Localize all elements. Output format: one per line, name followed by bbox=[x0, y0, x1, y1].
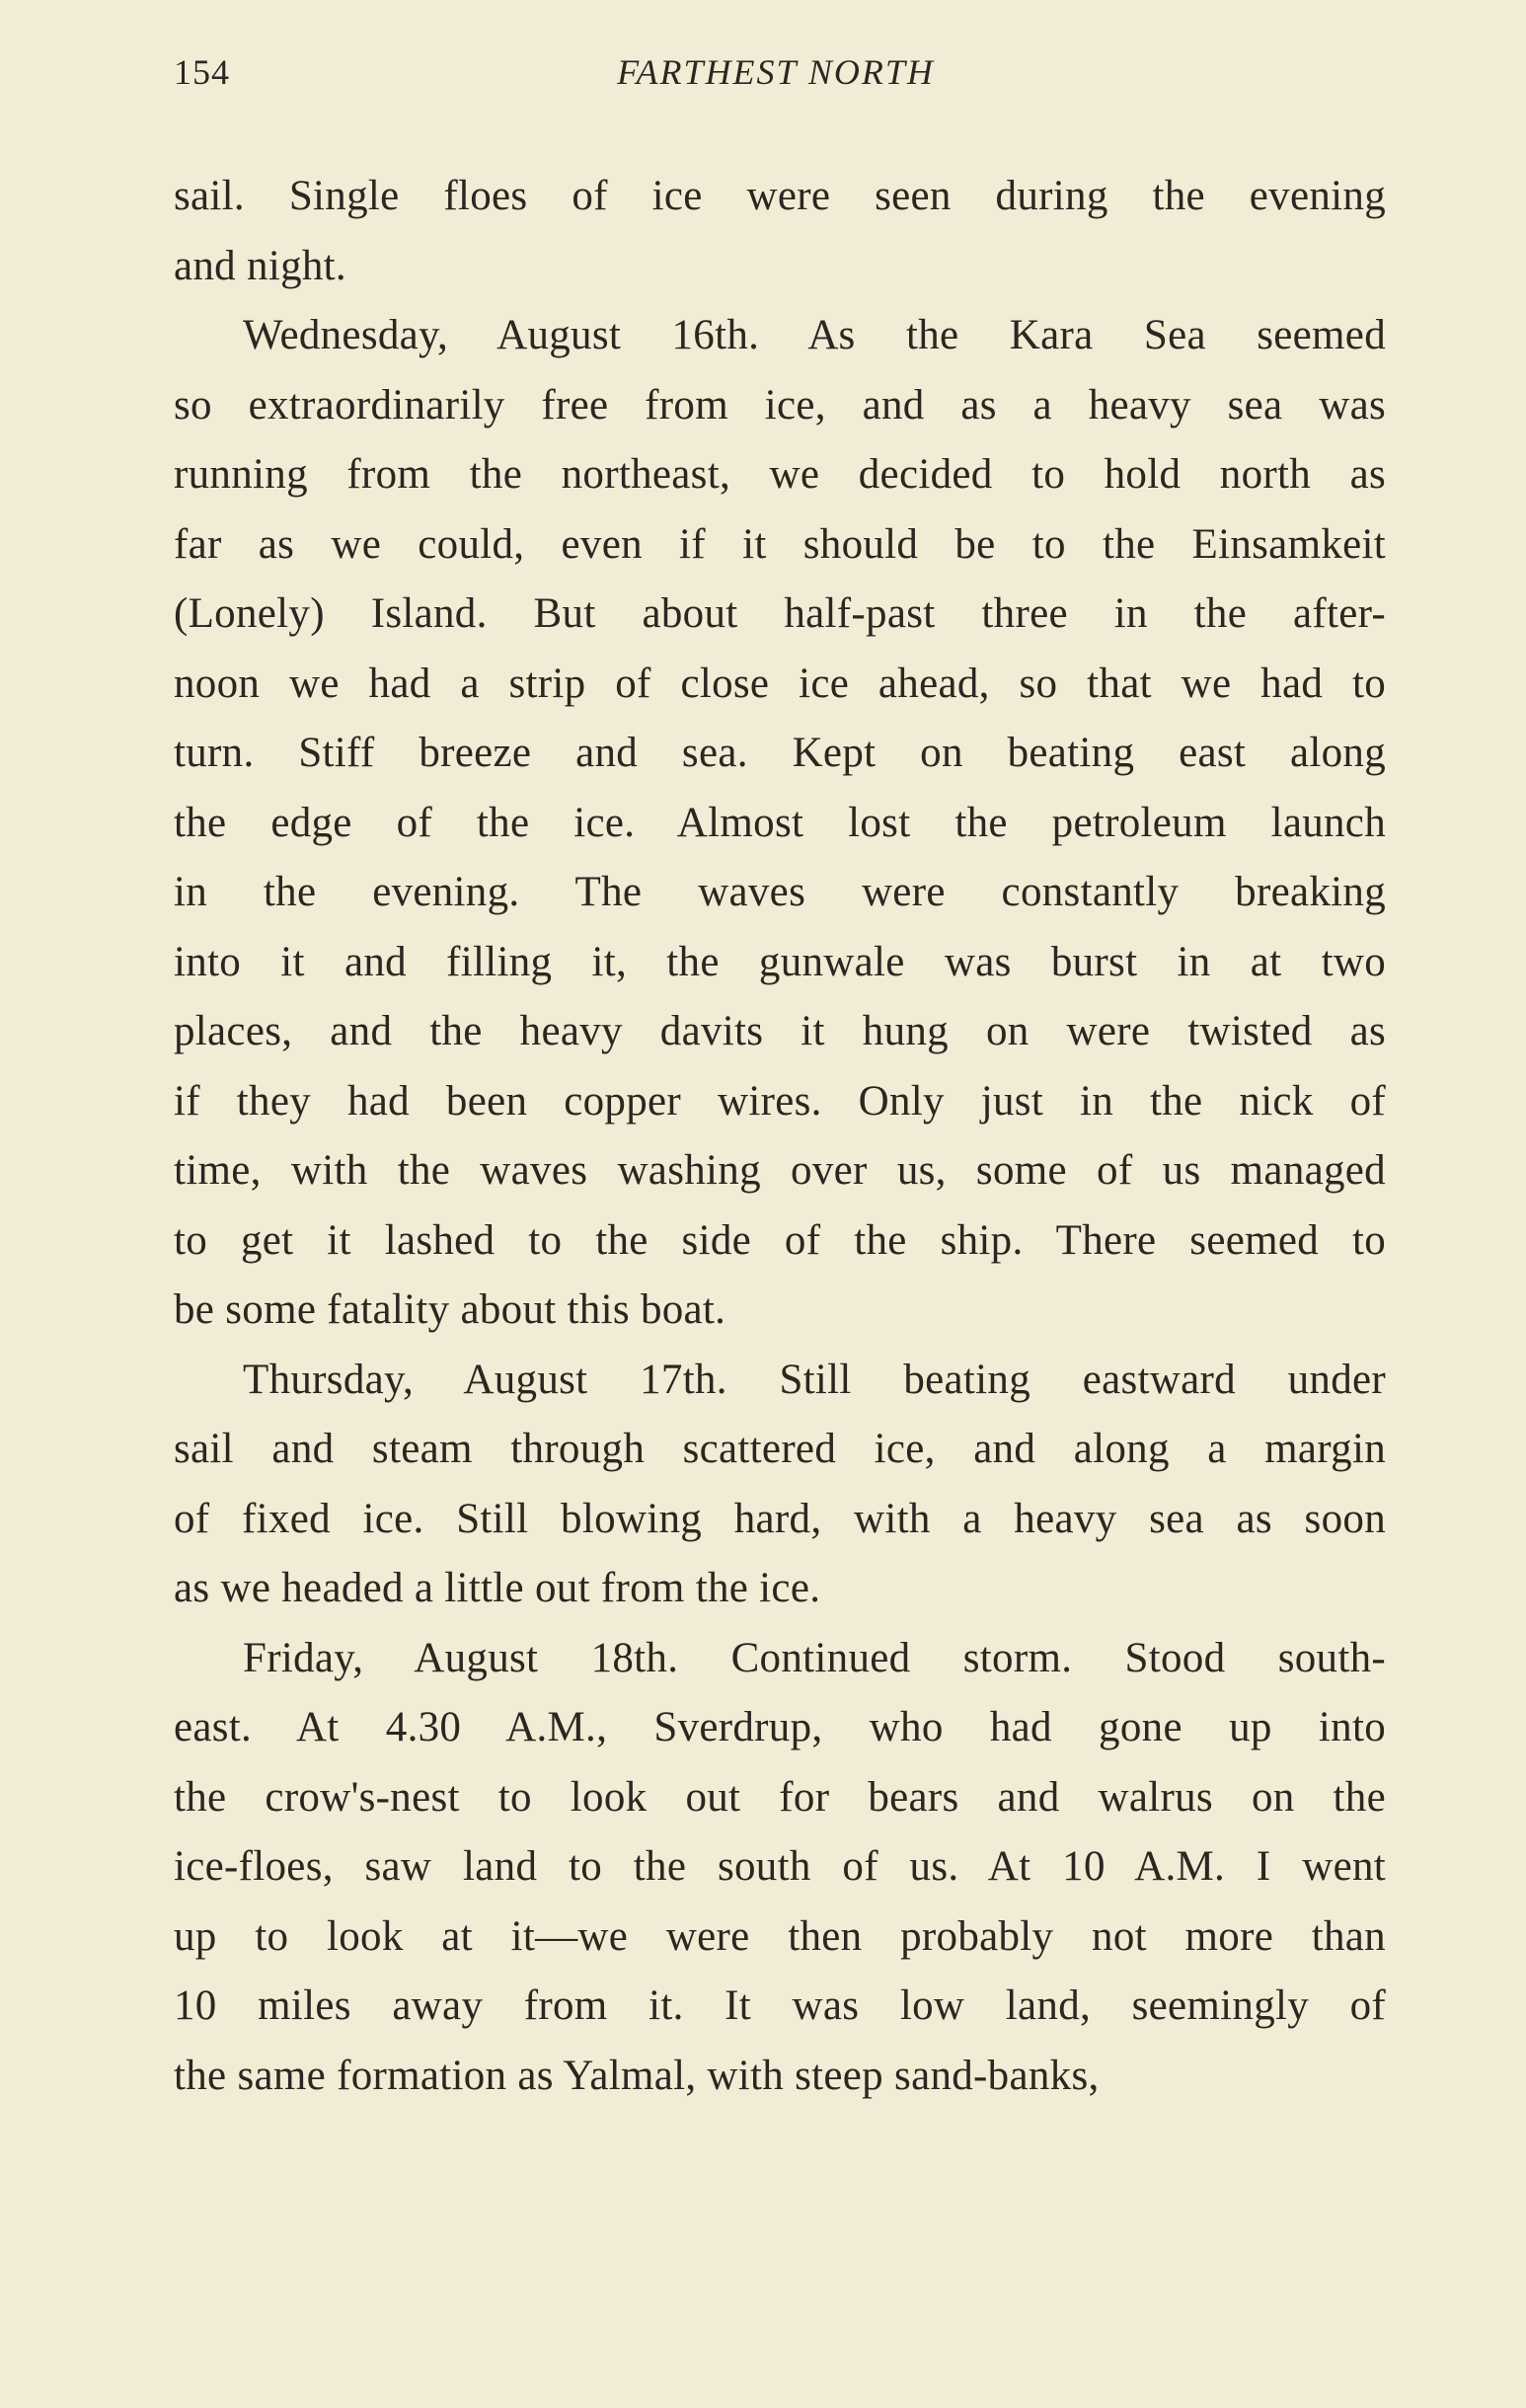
text-line: far as we could, even if it should be to the Einsamkeit bbox=[174, 520, 1386, 568]
text-line: sail. Single floes of ice were seen during the evening bbox=[174, 173, 1386, 219]
page-number: 154 bbox=[174, 52, 230, 92]
text-line: and night. bbox=[174, 242, 346, 289]
text-line: sail and steam through scattered ice, and along a margin bbox=[174, 1426, 1386, 1472]
text-line: in the evening. The waves were constantly breaking bbox=[174, 869, 1386, 915]
text-line: (Lonely) Island. But about half-past three in the after- bbox=[174, 590, 1386, 637]
text-line: of fixed ice. Still blowing hard, with a heavy sea as soon bbox=[174, 1495, 1386, 1542]
running-head bbox=[174, 51, 1398, 111]
paragraph bbox=[174, 162, 1386, 301]
text-line: Friday, August 18th. Continued storm. Stood south- bbox=[243, 1634, 1386, 1681]
text-line: Thursday, August 17th. Still beating eastward under bbox=[243, 1356, 1386, 1403]
text-line: if they had been copper wires. Only just in the nick of bbox=[174, 1077, 1386, 1125]
text-line: time, with the waves washing over us, some of us managed bbox=[174, 1147, 1386, 1194]
text-line: the same formation as Yalmal, with steep sand-banks, bbox=[174, 2052, 1100, 2099]
text-line: Wednesday, August 16th. As the Kara Sea seemed bbox=[243, 312, 1386, 358]
text-line: turn. Stiff breeze and sea. Kept on beating east along bbox=[174, 730, 1386, 776]
paragraph bbox=[174, 1346, 1386, 1624]
text-line: up to look at it—we were then probably not more than bbox=[174, 1912, 1386, 1960]
running-title: FARTHEST NORTH bbox=[617, 52, 935, 92]
paragraph bbox=[174, 301, 1386, 1346]
text-line: into it and filling it, the gunwale was burst in at two bbox=[174, 938, 1386, 985]
text-line: east. At 4.30 A.M., Sverdrup, who had gone up into bbox=[174, 1704, 1386, 1750]
text-line: places, and the heavy davits it hung on were twisted as bbox=[174, 1008, 1386, 1054]
text-line: be some fatality about this boat. bbox=[174, 1286, 726, 1333]
text-line: noon we had a strip of close ice ahead, so that we had to bbox=[174, 660, 1386, 707]
text-line: the edge of the ice. Almost lost the petroleum launch bbox=[174, 799, 1386, 846]
paragraph bbox=[174, 1624, 1386, 2112]
text-line: ice-floes, saw land to the south of us. At 10 A.M. I went bbox=[174, 1843, 1386, 1890]
text-line: the crow's-nest to look out for bears and walrus on the bbox=[174, 1773, 1386, 1821]
text-line: to get it lashed to the side of the ship. There seemed to bbox=[174, 1216, 1386, 1264]
text-line: running from the northeast, we decided to hold north as bbox=[174, 451, 1386, 498]
text-line: as we headed a little out from the ice. bbox=[174, 1565, 821, 1611]
text-line: so extraordinarily free from ice, and as a heavy sea was bbox=[174, 381, 1386, 428]
text-line: 10 miles away from it. It was low land, seemingly of bbox=[174, 1982, 1386, 2029]
body-text bbox=[174, 162, 1386, 2111]
